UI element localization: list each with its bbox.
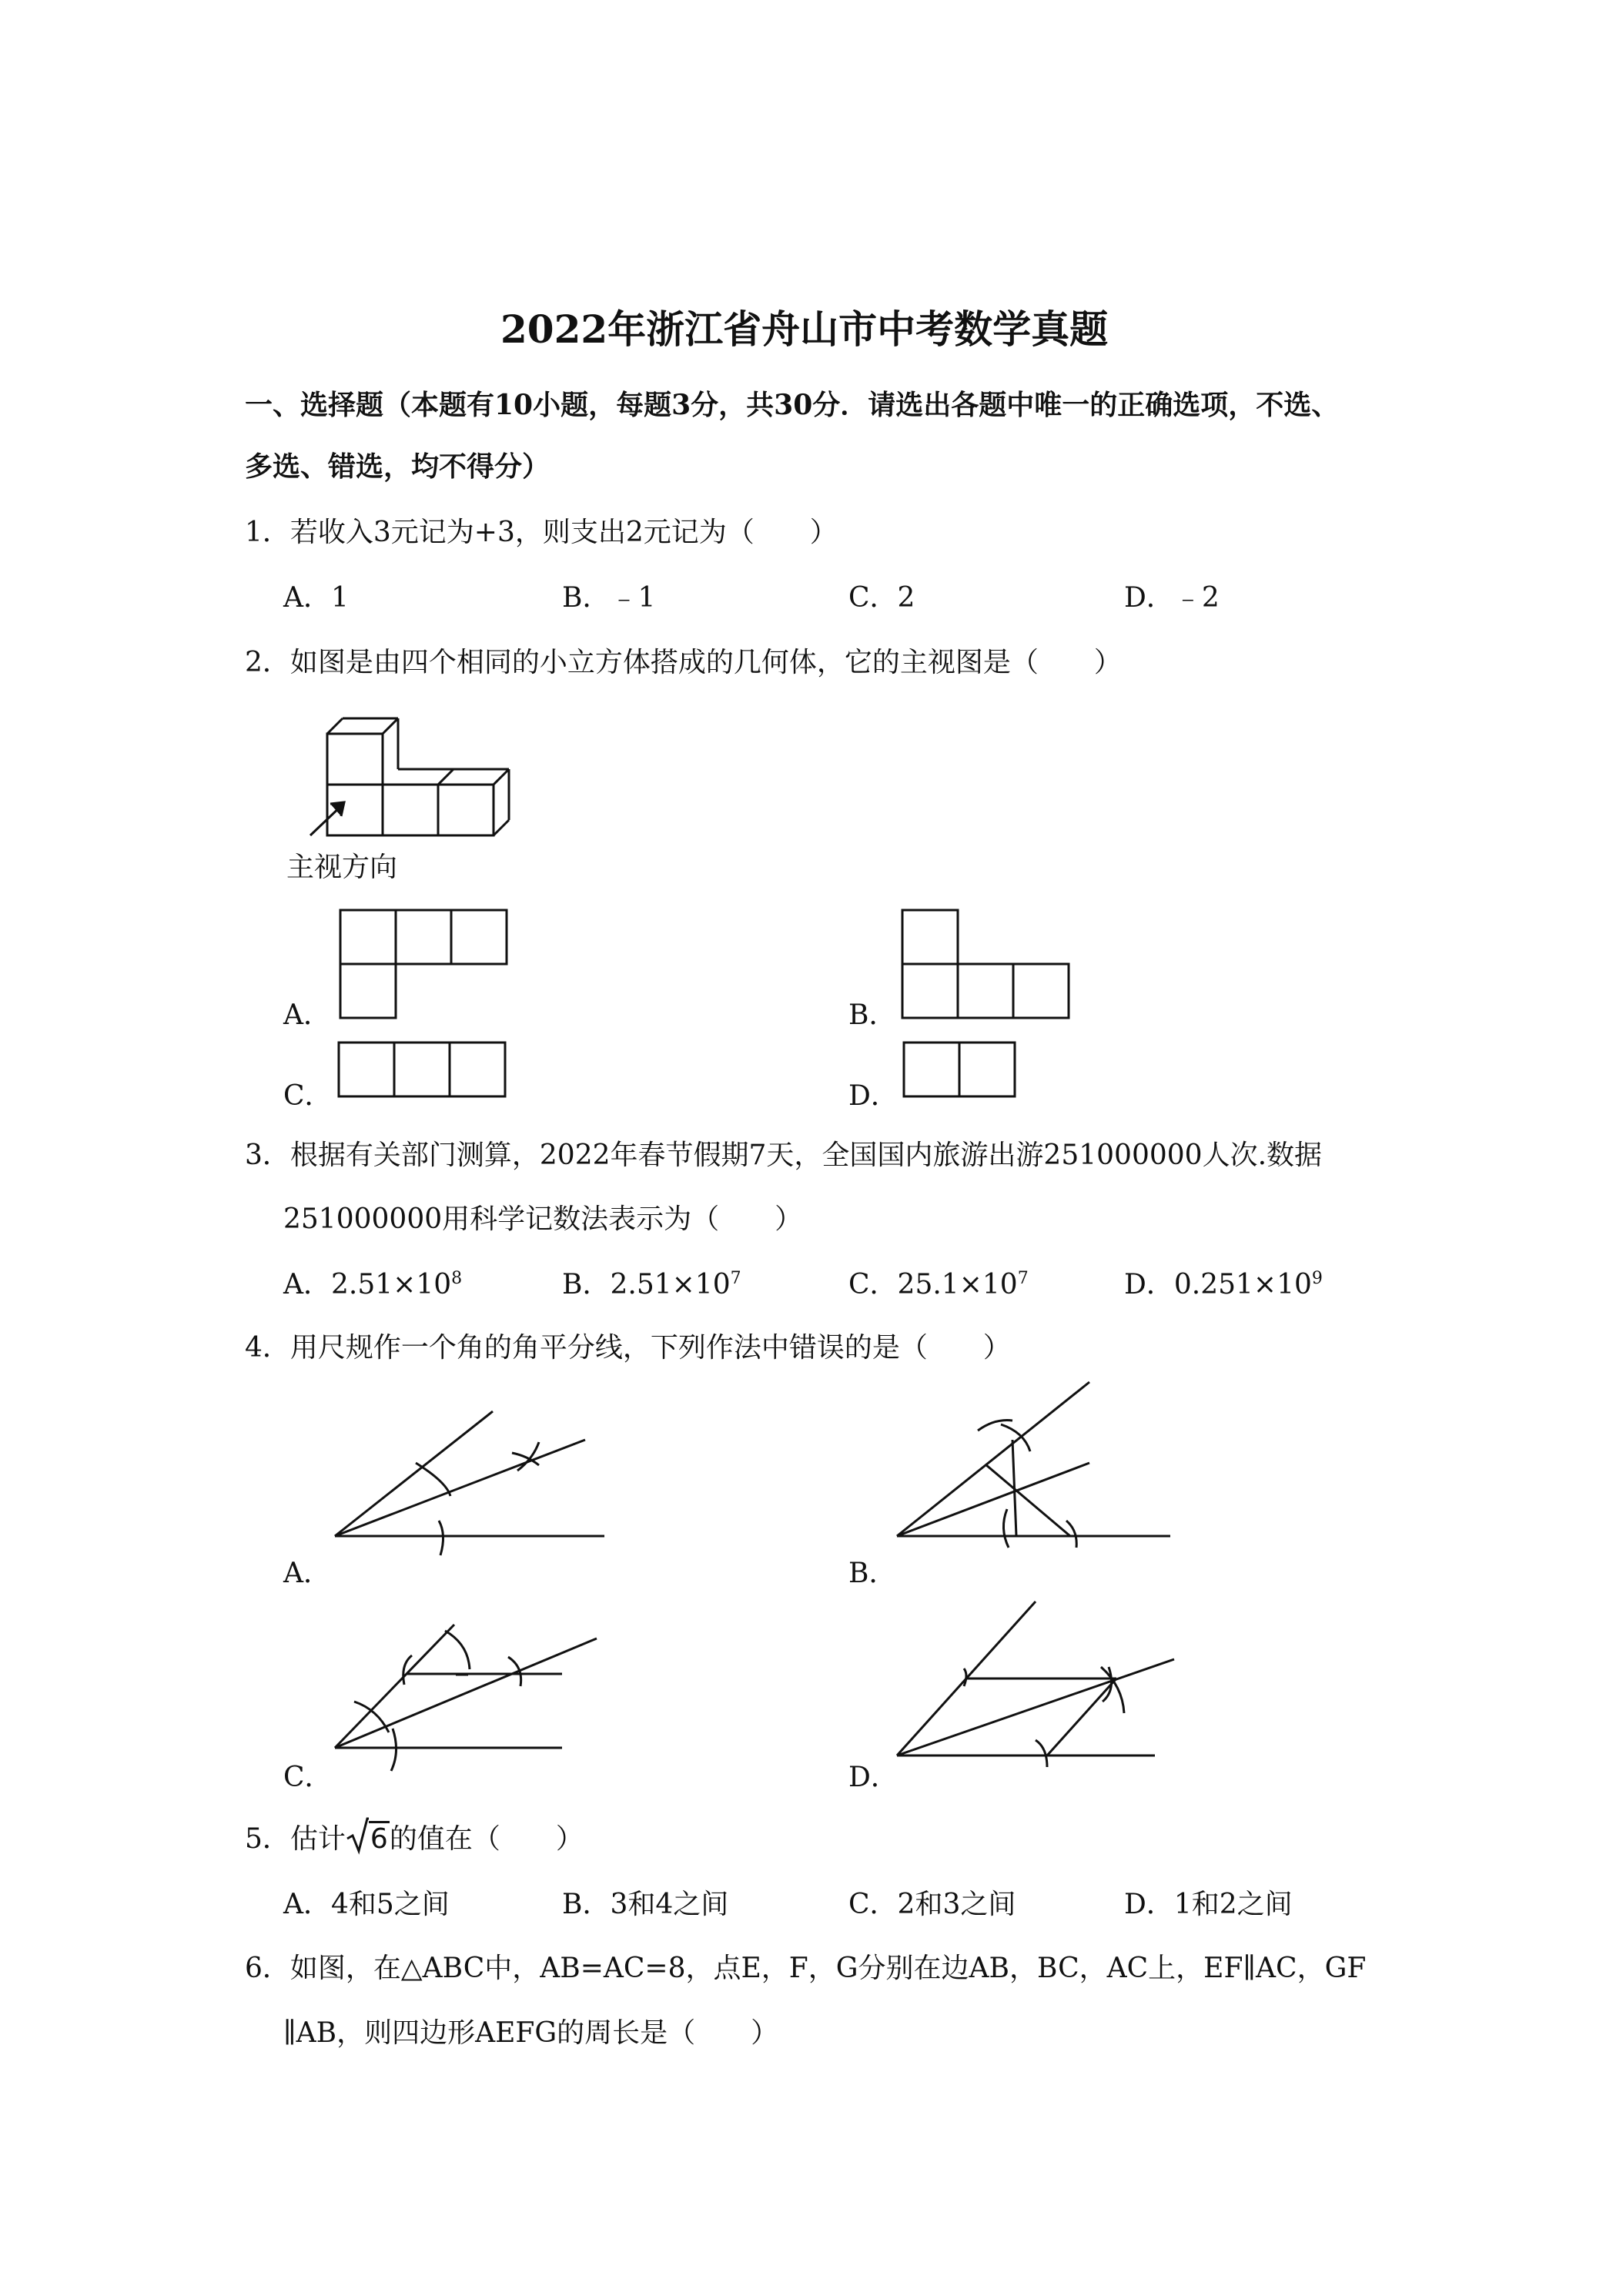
question-3-stem-line1: 3．根据有关部门测算，2022年春节假期7天，全国国内旅游出游251000000人次.数据	[245, 1140, 1323, 1171]
sqrt-icon	[346, 1817, 369, 1854]
question-6-stem-line2: ∥AB，则四边形AEFG的周长是（ ）	[283, 2017, 779, 2049]
question-1-stem: 1．若收入3元记为+3，则支出2元记为（ ）	[245, 517, 838, 548]
question-3-option-c: C．$25.1\times 10^7$	[848, 1269, 1029, 1300]
question-4-option-c-figure	[331, 1609, 608, 1771]
question-5-option-c: C．2和3之间	[848, 1889, 1016, 1920]
question-5-stem: 5．估计 6的值在（ ）	[245, 1817, 584, 1856]
question-1-option-a: A．1	[283, 582, 349, 614]
question-4-stem: 4．用尺规作一个角的角平分线，下列作法中错误的是（ ）	[245, 1332, 1011, 1364]
section-heading-line2: 多选、错选，均不得分）	[245, 450, 550, 483]
question-3-stem-line2: 251000000用科学记数法表示为（ ）	[283, 1203, 803, 1235]
question-2-stem: 2．如图是由四个相同的小立方体搭成的几何体，它的主视图是（ ）	[245, 647, 1122, 678]
question-2-figure-label: 主视方向	[286, 852, 398, 883]
question-1-option-d: D．﹣2	[1124, 582, 1220, 614]
question-2-option-a-figure	[339, 909, 508, 1020]
question-4-option-a-figure	[331, 1405, 608, 1551]
arrow-icon	[304, 793, 358, 839]
question-4-option-b: B．	[848, 1558, 897, 1589]
question-4-option-d: D．	[848, 1762, 899, 1793]
question-5-option-b: B．3和4之间	[562, 1889, 729, 1920]
question-3-option-a: A．$2.51\times 10^8$	[283, 1269, 463, 1300]
question-4-option-c: C．	[283, 1762, 333, 1793]
section-heading-line1: 一、选择题（本题有10小题，每题3分，共30分．请选出各题中唯一的正确选项，不选、	[245, 389, 1340, 421]
question-3-option-b: B．$2.51\times 10^7$	[562, 1269, 741, 1300]
question-1-option-b: B．﹣1	[562, 582, 656, 614]
question-4-option-a: A．	[283, 1558, 331, 1589]
question-5-option-d: D．1和2之间	[1124, 1889, 1293, 1920]
question-2-option-b: B．	[848, 999, 897, 1031]
question-2-option-c: C．	[283, 1080, 333, 1112]
question-5-option-a: A．4和5之间	[283, 1889, 450, 1920]
square-root: 6	[346, 1817, 390, 1855]
question-2-option-c-figure	[337, 1041, 508, 1099]
question-3-option-d: D．$0.251\times 10^9$	[1124, 1269, 1323, 1300]
question-6-stem-line1: 6．如图，在△ABC中，AB=AC=8，点E，F，G分别在边AB，BC，AC上，EF∥AC，GF	[245, 1953, 1367, 1984]
question-4-option-b-figure	[893, 1378, 1178, 1555]
question-1-option-c: C．2	[848, 582, 915, 614]
question-4-option-d-figure	[893, 1598, 1178, 1763]
question-2-option-b-figure	[901, 909, 1072, 1020]
question-2-option-d-figure	[902, 1041, 1018, 1099]
page-title: 2022年浙江省舟山市中考数学真题	[500, 306, 1109, 352]
question-2-option-a: A．	[283, 999, 331, 1031]
question-2-option-d: D．	[848, 1080, 899, 1112]
